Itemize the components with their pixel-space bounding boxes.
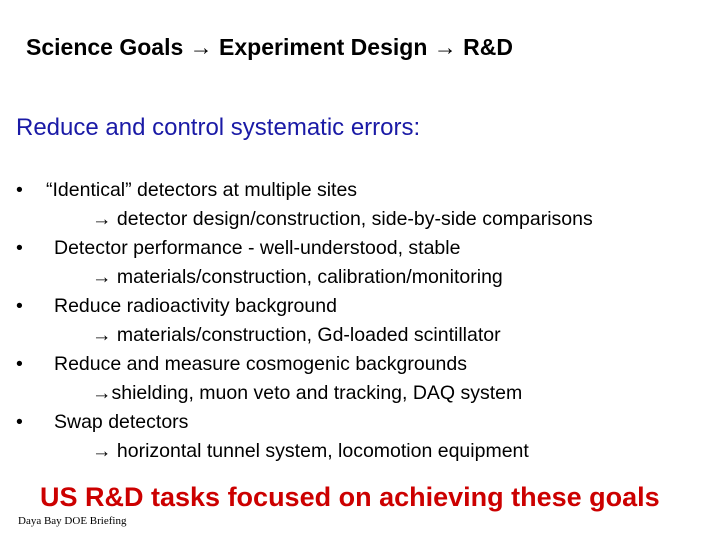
list-item	[16, 234, 716, 292]
list-item-main: “Identical” detectors at multiple sites	[46, 179, 358, 201]
bullet-glyph: •	[16, 411, 23, 433]
list-item-main: Swap detectors	[54, 411, 189, 433]
list-item	[16, 292, 716, 350]
bullet-list	[16, 176, 716, 466]
list-item-sub: → detector design/construction, side-by-side comparisons	[92, 208, 593, 230]
list-item-sub: → materials/construction, calibration/monitoring	[92, 266, 503, 288]
list-item-sub: →shielding, muon veto and tracking, DAQ system	[92, 382, 523, 404]
conclusion-text: US R&D tasks focused on achieving these goals	[40, 482, 660, 512]
list-item-main: Detector performance - well-understood, stable	[54, 237, 461, 259]
bullet-glyph: •	[16, 179, 23, 201]
list-item-sub: → horizontal tunnel system, locomotion equipment	[92, 440, 529, 462]
slide-subtitle: Reduce and control systematic errors:	[16, 114, 421, 141]
list-item	[16, 408, 716, 466]
bullet-glyph: •	[16, 237, 23, 259]
bullet-glyph: •	[16, 295, 23, 317]
slide-title: Science Goals → Experiment Design → R&D	[26, 34, 513, 60]
list-item-main: Reduce and measure cosmogenic backgrounds	[54, 353, 467, 375]
list-item	[16, 350, 716, 408]
footer-text: Daya Bay DOE Briefing	[18, 515, 127, 527]
bullet-glyph: •	[16, 353, 23, 375]
list-item-main: Reduce radioactivity background	[54, 295, 337, 317]
list-item	[16, 176, 716, 234]
list-item-sub: → materials/construction, Gd-loaded scintillator	[92, 324, 501, 346]
